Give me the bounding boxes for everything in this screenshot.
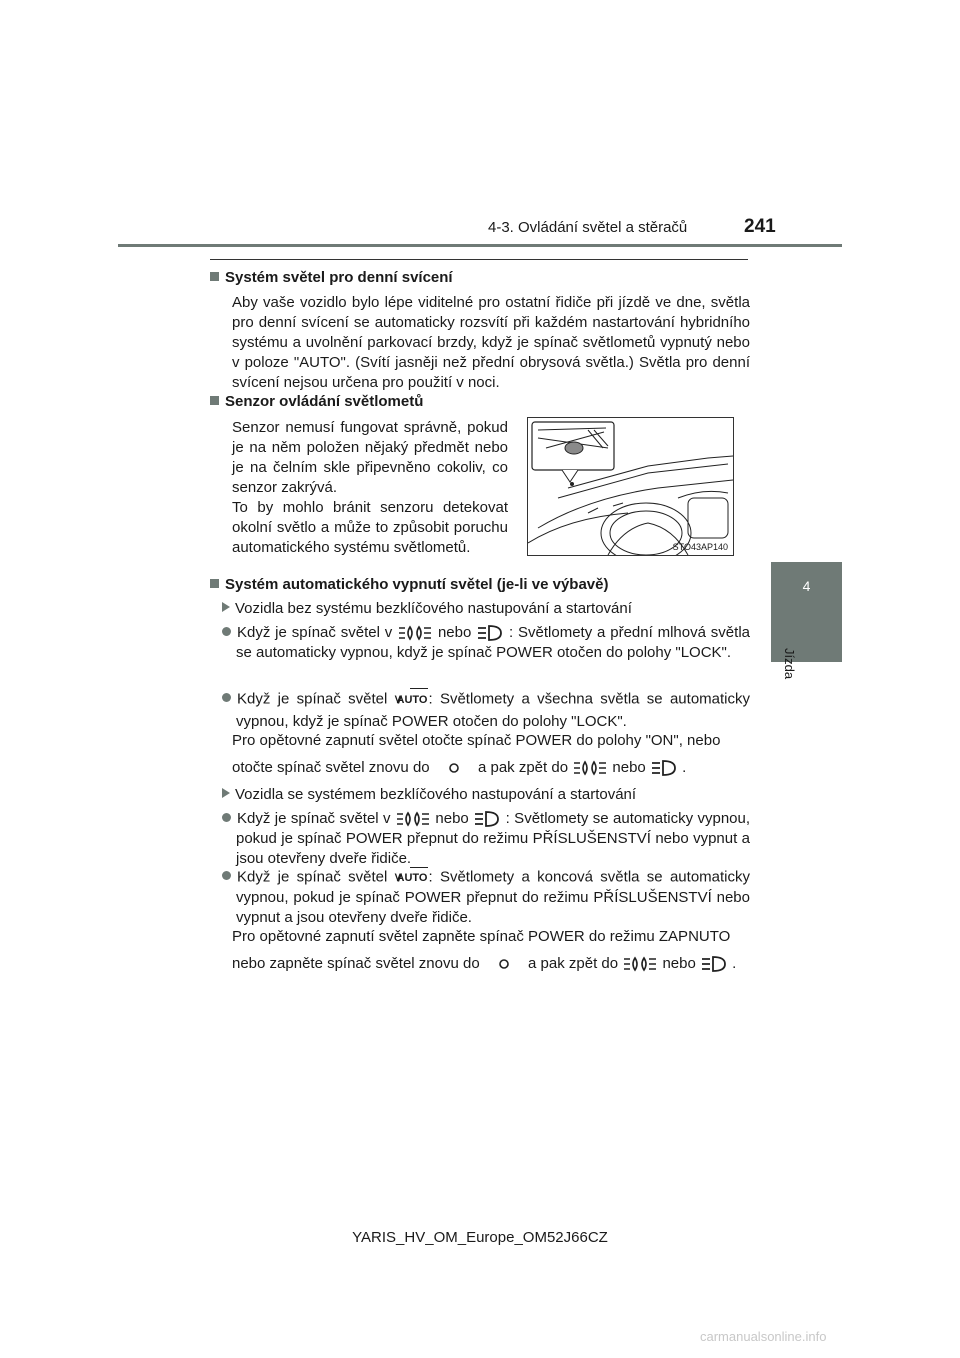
drl-section: [210, 268, 750, 393]
group-2-bullet-2: Když je spínač světel v AUTO: Světlomety a koncová světla se automaticky vypnou, pokud je spínač POWER přepnut do režimu PŘÍSLUŠENSTVÍ nebo vypnut a jsou otevřeny dveře řidiče.: [222, 867, 750, 928]
auto-off-heading: Systém automatického vypnutí světel (je-li ve výbavě): [210, 575, 750, 595]
sensor-body-1: Senzor nemusí fungovat správně, pokud je na něm položen nějaký předmět nebo je na čelním skle připevněno cokoliv, co senzor zakrývá.: [232, 419, 508, 496]
square-bullet-icon: [210, 396, 219, 405]
sensor-figure: [527, 417, 734, 556]
section-title: 4-3. Ovládání světel a stěračů: [488, 219, 688, 236]
headlight-icon: [650, 758, 678, 778]
header-rule: [118, 244, 842, 247]
chapter-tab: [771, 562, 842, 662]
auto-off-section: [210, 575, 750, 595]
headlight-icon: [476, 623, 504, 643]
group-2-title: Vozidla se systémem bezklíčového nastupování a startování: [222, 785, 750, 805]
auto-light-icon: AUTO: [410, 688, 429, 711]
tail-light-icon: [395, 810, 431, 828]
triangle-bullet-icon: [222, 602, 230, 612]
square-bullet-icon: [210, 272, 219, 281]
drl-heading: Systém světel pro denní svícení: [210, 268, 750, 288]
group-2-note-2: nebo zapněte spínač světel znovu do a pak zpět do nebo .: [232, 954, 748, 974]
group-1-note-1: Pro opětovné zapnutí světel otočte spínač POWER do polohy "ON", nebo: [232, 732, 721, 749]
figure-label: STO43AP140: [672, 542, 728, 552]
drl-body: Aby vaše vozidlo bylo lépe viditelné pro ostatní řidiče při jízdě ve dne, světla pro denní svícení se automaticky rozsvítí při každém nastartování hybridního systému a uvolnění parkovací brzdy, když je spínač světlometů vypnutý nebo v poloze "AUTO". (Svítí jasněji než přední obrysová světla.) Světla pro denní svícení nejsou určena pro použití v noci.: [232, 294, 750, 391]
light-off-icon: [448, 762, 460, 774]
tail-light-icon: [622, 955, 658, 973]
chapter-label: Jízda: [782, 648, 797, 680]
square-bullet-icon: [210, 579, 219, 588]
group-1-note-2: otočte spínač světel znovu do a pak zpět do nebo .: [232, 758, 748, 778]
sensor-body-2: To by mohlo bránit senzoru detekovat okolní světlo a může to způsobit poruchu automatického systému světlometů.: [232, 499, 508, 556]
headlight-icon: [700, 954, 728, 974]
group-1-bullet-1: Když je spínač světel v nebo : Světlomety a přední mlhová světla se automaticky vypnou, když je spínač POWER otočen do polohy "LOCK".: [222, 623, 750, 663]
group-1-bullet-2: Když je spínač světel v AUTO: Světlomety a všechna světla se automaticky vypnou, když je spínač POWER otočen do polohy "LOCK".: [222, 688, 750, 733]
content-rule: [210, 259, 748, 260]
sensor-body: [232, 418, 508, 558]
round-bullet-icon: [222, 871, 231, 880]
group-2-bullet-1: Když je spínač světel v nebo : Světlomety se automaticky vypnou, pokud je spínač POWER přepnut do režimu PŘÍSLUŠENSTVÍ nebo vypnut a jsou otevřeny dveře řidiče.: [222, 809, 750, 869]
round-bullet-icon: [222, 813, 231, 822]
group-1-title: Vozidla bez systému bezklíčového nastupování a startování: [222, 599, 750, 619]
watermark: carmanualsonline.info: [700, 1329, 827, 1344]
tail-light-icon: [397, 624, 433, 642]
page-number: 241: [744, 216, 776, 237]
sensor-heading: Senzor ovládání světlometů: [210, 392, 750, 412]
auto-light-icon: AUTO: [410, 867, 429, 888]
light-off-icon: [498, 958, 510, 970]
group-2-note-1: Pro opětovné zapnutí světel zapněte spínač POWER do režimu ZAPNUTO: [232, 928, 731, 945]
document-id: YARIS_HV_OM_Europe_OM52J66CZ: [352, 1229, 608, 1246]
sensor-section: [210, 392, 750, 412]
chapter-number: 4: [802, 578, 811, 594]
dashboard-illustration: [528, 418, 733, 555]
round-bullet-icon: [222, 627, 231, 636]
tail-light-icon: [572, 759, 608, 777]
round-bullet-icon: [222, 693, 231, 702]
headlight-icon: [473, 809, 501, 829]
triangle-bullet-icon: [222, 788, 230, 798]
